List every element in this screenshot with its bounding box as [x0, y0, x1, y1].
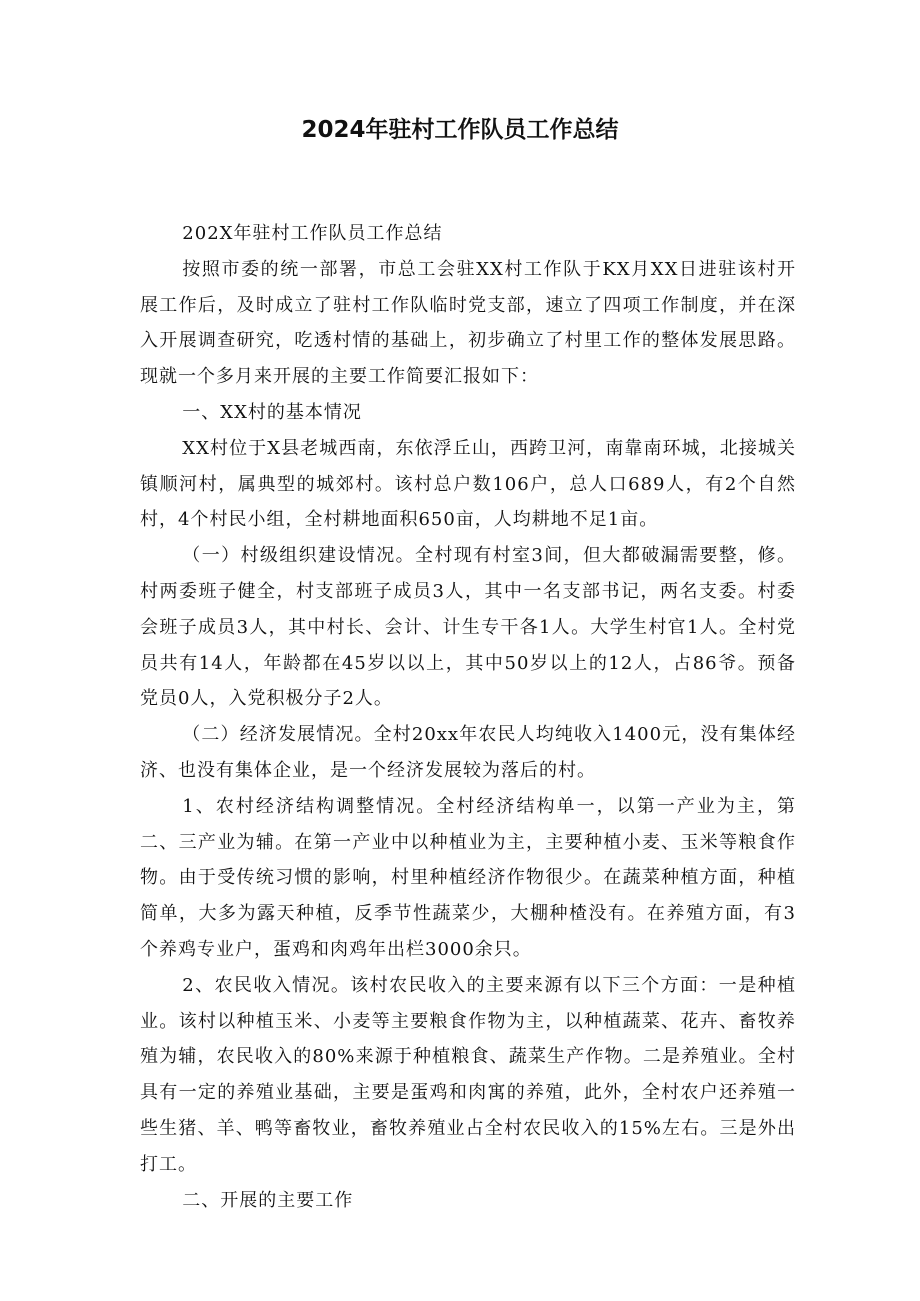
- document-body: [140, 216, 796, 1218]
- section-heading-basic-situation: 一、XX村的基本情况: [182, 401, 362, 423]
- organization-paragraph: （一）村级组织建设情况。全村现有村室3间，但大都破漏需要整，修。村两委班子健全，村支部班子成员3人，其中一名支部书记，两名支委。村委会班子成员3人，其中村长、会计、计生专干各1人。大学生村官1人。全村党员共有14人，年龄都在45岁以以上，其中50岁以上的12人，占86爷。预备党员0人，入党积极分子2人。: [140, 545, 796, 710]
- subtitle-paragraph: 202X年驻村工作队员工作总结: [182, 223, 443, 244]
- economic-structure-paragraph: 1、农村经济结构调整情况。全村经济结构单一，以第一产业为主，第二、三产业为辅。在第一产业中以种植业为主，主要种植小麦、玉米等粮食作物。由于受传统习惯的影响，村里种植经济作物很少。在蔬菜种植方面，种植简单，大多为露天种植，反季节性蔬菜少，大棚种楂没有。在养殖方面，有3个养鸡专业户，蛋鸡和肉鸡年出栏3000余只。: [140, 795, 796, 960]
- section-heading-main-work: 二、开展的主要工作: [182, 1189, 354, 1211]
- farmer-income-paragraph: 2、农民收入情况。该村农民收入的主要来源有以下三个方面：一是种植业。该村以种植玉米、小麦等主要粮食作物为主，以种植蔬菜、花卉、畜牧养殖为辅，农民收入的80%来源于种植粮食、蔬菜生产作物。二是养殖业。全村具有一定的养殖业基础，主要是蛋鸡和肉寓的养殖，此外，全村农户还养殖一些生猪、羊、鸭等畜牧业，畜牧养殖业占全村农民收入的15%左右。三是外出打工。: [140, 974, 796, 1175]
- village-location-paragraph: XX村位于X县老城西南，东依浮丘山，西跨卫河，南靠南环城，北接城关镇顺河村，属典型的城郊村。该村总户数106户，总人口689人，有2个自然村，4个村民小组，全村耕地面积650亩，人均耕地不足1亩。: [140, 437, 796, 531]
- economy-paragraph: （二）经济发展情况。全村20xx年农民人均纯收入1400元，没有集体经济、也没有集体企业，是一个经济发展较为落后的村。: [140, 724, 796, 781]
- intro-paragraph: 按照市委的统一部署，市总工会驻XX村工作队于KX月XX日进驻该村开展工作后，及时成立了驻村工作队临时党支部，速立了四项工作制度，并在深入开展调查研究，吃透村情的基础上，初步确立了村里工作的整体发展思路。现就一个多月来开展的主要工作简要汇报如下：: [140, 258, 796, 388]
- document-title: 2024年驻村工作队员工作总结: [301, 117, 619, 143]
